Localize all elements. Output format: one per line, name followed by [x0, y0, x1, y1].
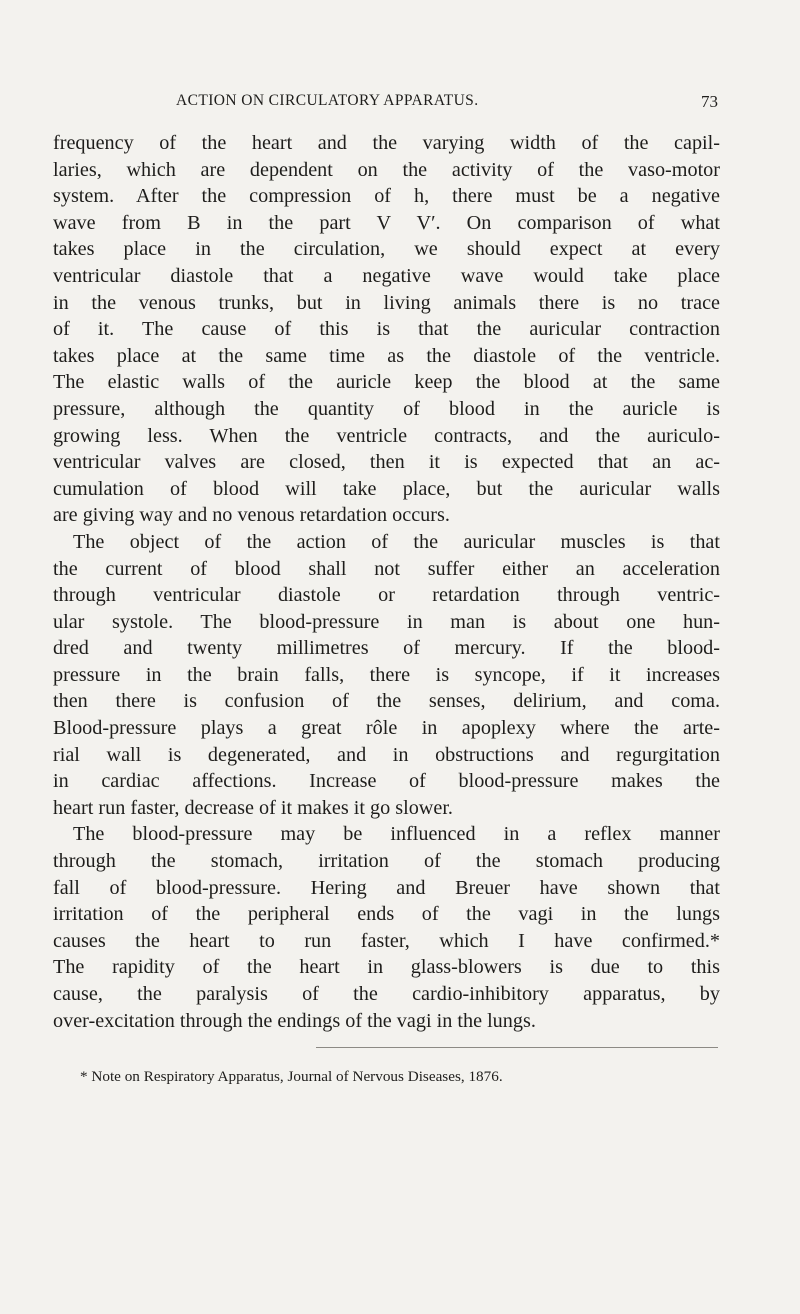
text-line: system. After the compression of h, there must be a negative — [53, 185, 720, 208]
text-line: in the venous trunks, but in living animals there is no trace — [53, 291, 720, 314]
text-line: The elastic walls of the auricle keep the blood at the same — [53, 371, 720, 394]
text-line: The blood-pressure may be influenced in a reflex manner — [73, 823, 720, 846]
text-line: takes place in the circulation, we should expect at every — [53, 238, 720, 261]
text-line: cause, the paralysis of the cardio-inhibitory apparatus, by — [53, 983, 720, 1005]
text-line: ventricular diastole that a negative wave would take place — [53, 264, 720, 287]
text-line: ventricular valves are closed, then it is expected that an ac- — [53, 451, 720, 474]
text-line: causes the heart to run faster, which I have confirmed.* — [53, 929, 720, 952]
page-number: 73 — [701, 92, 718, 111]
running-head — [176, 92, 718, 116]
text-line: fall of blood-pressure. Hering and Breuer have shown that — [53, 876, 720, 899]
text-line: the current of blood shall not suffer either an acceleration — [53, 557, 720, 580]
text-line: takes place at the same time as the diastole of the ventricle. — [53, 344, 720, 367]
text-line: rial wall is degenerated, and in obstructions and regurgitation — [53, 743, 720, 766]
text-line: then there is confusion of the senses, delirium, and coma. — [53, 690, 720, 713]
text-line: The object of the action of the auricular muscles is that — [73, 530, 720, 553]
running-title: ACTION ON CIRCULATORY APPARATUS. — [176, 92, 479, 109]
text-line: wave from B in the part V V′. On comparison of what — [53, 211, 720, 234]
text-line: pressure, although the quantity of blood in the auricle is — [53, 397, 720, 420]
text-line: irritation of the peripheral ends of the vagi in the lungs — [53, 903, 720, 926]
text-line: Blood-pressure plays a great rôle in apoplexy where the arte- — [53, 717, 720, 740]
text-line: over-excitation through the endings of the vagi in the lungs. — [53, 1009, 536, 1032]
text-line: The rapidity of the heart in glass-blowers is due to this — [53, 956, 720, 979]
footnote-divider — [316, 1047, 718, 1048]
text-line: pressure in the brain falls, there is syncope, if it increases — [53, 663, 720, 686]
text-line: growing less. When the ventricle contracts, and the auriculo- — [53, 424, 720, 447]
text-line: heart run faster, decrease of it makes it go slower. — [53, 796, 453, 819]
text-line: of it. The cause of this is that the auricular contraction — [53, 318, 720, 341]
text-line: through the stomach, irritation of the stomach producing — [53, 850, 720, 873]
text-line: in cardiac affections. Increase of blood-pressure makes the — [53, 770, 720, 793]
text-line: laries, which are dependent on the activity of the vaso-motor — [53, 158, 720, 181]
body-text — [53, 130, 720, 1034]
footnote: * Note on Respiratory Apparatus, Journal of Nervous Diseases, 1876. — [80, 1068, 503, 1085]
text-line: through ventricular diastole or retardation through ventric- — [53, 584, 720, 607]
text-line: ular systole. The blood-pressure in man is about one hun- — [53, 610, 720, 633]
text-line: cumulation of blood will take place, but the auricular walls — [53, 477, 720, 500]
text-line: dred and twenty millimetres of mercury. If the blood- — [53, 637, 720, 660]
text-line: frequency of the heart and the varying width of the capil- — [53, 132, 720, 154]
text-line: are giving way and no venous retardation occurs. — [53, 504, 450, 527]
